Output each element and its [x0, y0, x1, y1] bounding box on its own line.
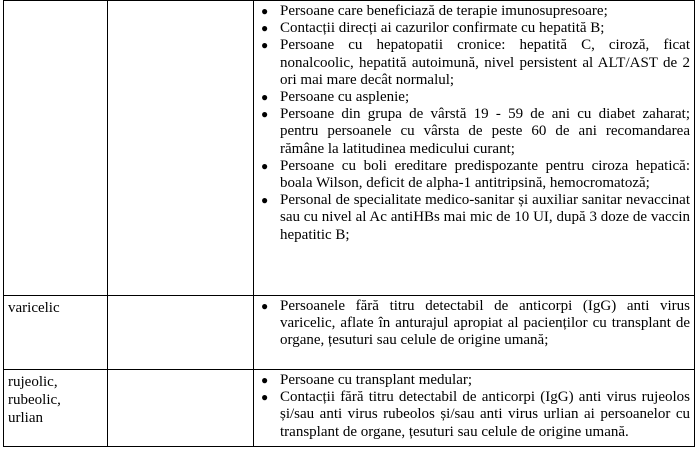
category-text: [108, 370, 253, 373]
category-cell: [108, 370, 254, 447]
vaccination-table: [3, 0, 695, 447]
vaccine-name: rujeolic, rubeolic, urlian: [8, 374, 61, 426]
vaccine-cell: [4, 1, 108, 296]
indications-cell: [254, 1, 695, 296]
list-item: [261, 89, 690, 106]
table-row: [4, 296, 695, 370]
indications-cell: [254, 296, 695, 370]
list-item: [261, 20, 690, 37]
bullet-icon: ●: [261, 90, 269, 105]
list-item: [261, 157, 690, 192]
category-text: [108, 296, 253, 299]
bullet-icon: ●: [261, 38, 269, 53]
list-item: [261, 389, 690, 441]
list-item-text: Persoane cu transplant medular;: [280, 372, 473, 388]
bullet-icon: ●: [261, 107, 269, 122]
list-item-text: Persoane cu boli ereditare predispozante pentru ciroza hepatică: boala Wilson, deficit de alpha-1 antitripsină, hemocromatoză;: [280, 157, 690, 192]
list-item: [261, 3, 690, 20]
vaccine-name: [4, 1, 107, 4]
list-item: [261, 106, 690, 158]
vaccine-cell: [4, 370, 108, 447]
bullet-icon: ●: [261, 390, 269, 405]
list-item-text: Contacții fără titru detectabil de anticorpi (IgG) anti virus rujeolos și/sau anti virus rubeolos și/sau anti virus urlian ai persoanelor cu transplant de organe, țesuturi sau celule de origine umană.: [280, 389, 690, 440]
list-item: [261, 372, 690, 389]
bullet-icon: ●: [261, 158, 269, 173]
bullet-icon: ●: [261, 193, 269, 208]
indications-cell: [254, 370, 695, 447]
indications-list: [254, 370, 694, 443]
bullet-icon: ●: [261, 4, 269, 18]
table-row: [4, 370, 695, 447]
list-item-text: Contacții direcți ai cazurilor confirmate cu hepatită B;: [280, 20, 605, 37]
list-item-text: Persoanele fără titru detectabil de anticorpi (IgG) anti virus varicelic, aflate în anturajul apropiat al pacienților cu transplant de organe, țesuturi sau celule de origine umană;: [280, 298, 690, 349]
bullet-icon: ●: [261, 299, 269, 313]
table-row: [4, 1, 695, 296]
list-item-text: Personal de specialitate medico-sanitar și auxiliar sanitar nevaccinat sau cu nivel al Ac antiHBs mai mic de 10 UI, după 3 doze de vaccin hepatitic B;: [280, 192, 690, 243]
list-item-text: Persoane cu asplenie;: [280, 89, 410, 106]
list-item-text: Persoane care beneficiază de terapie imunosupresoare;: [280, 3, 608, 19]
category-cell: [108, 1, 254, 296]
indications-list: [254, 1, 694, 246]
list-item: [261, 37, 690, 89]
bullet-icon: ●: [261, 373, 269, 387]
indications-list: [254, 296, 694, 352]
vaccine-name: varicelic: [8, 300, 60, 316]
list-item: [261, 298, 690, 350]
category-text: [108, 1, 253, 4]
list-item-text: Persoane din grupa de vârstă 19 - 59 de ani cu diabet zaharat; pentru persoanele cu vârsta de peste 60 de ani recomandarea rămâne la latitudinea medicului curant;: [280, 106, 690, 157]
bullet-icon: ●: [261, 21, 269, 36]
list-item: [261, 192, 690, 244]
category-cell: [108, 296, 254, 370]
vaccine-cell: [4, 296, 108, 370]
list-item-text: Persoane cu hepatopatii cronice: hepatită C, ciroză, ficat nonalcoolic, hepatită autoimună, nivel persistent al ALT/AST de 2 ori mai mare decât normalul;: [280, 37, 690, 88]
